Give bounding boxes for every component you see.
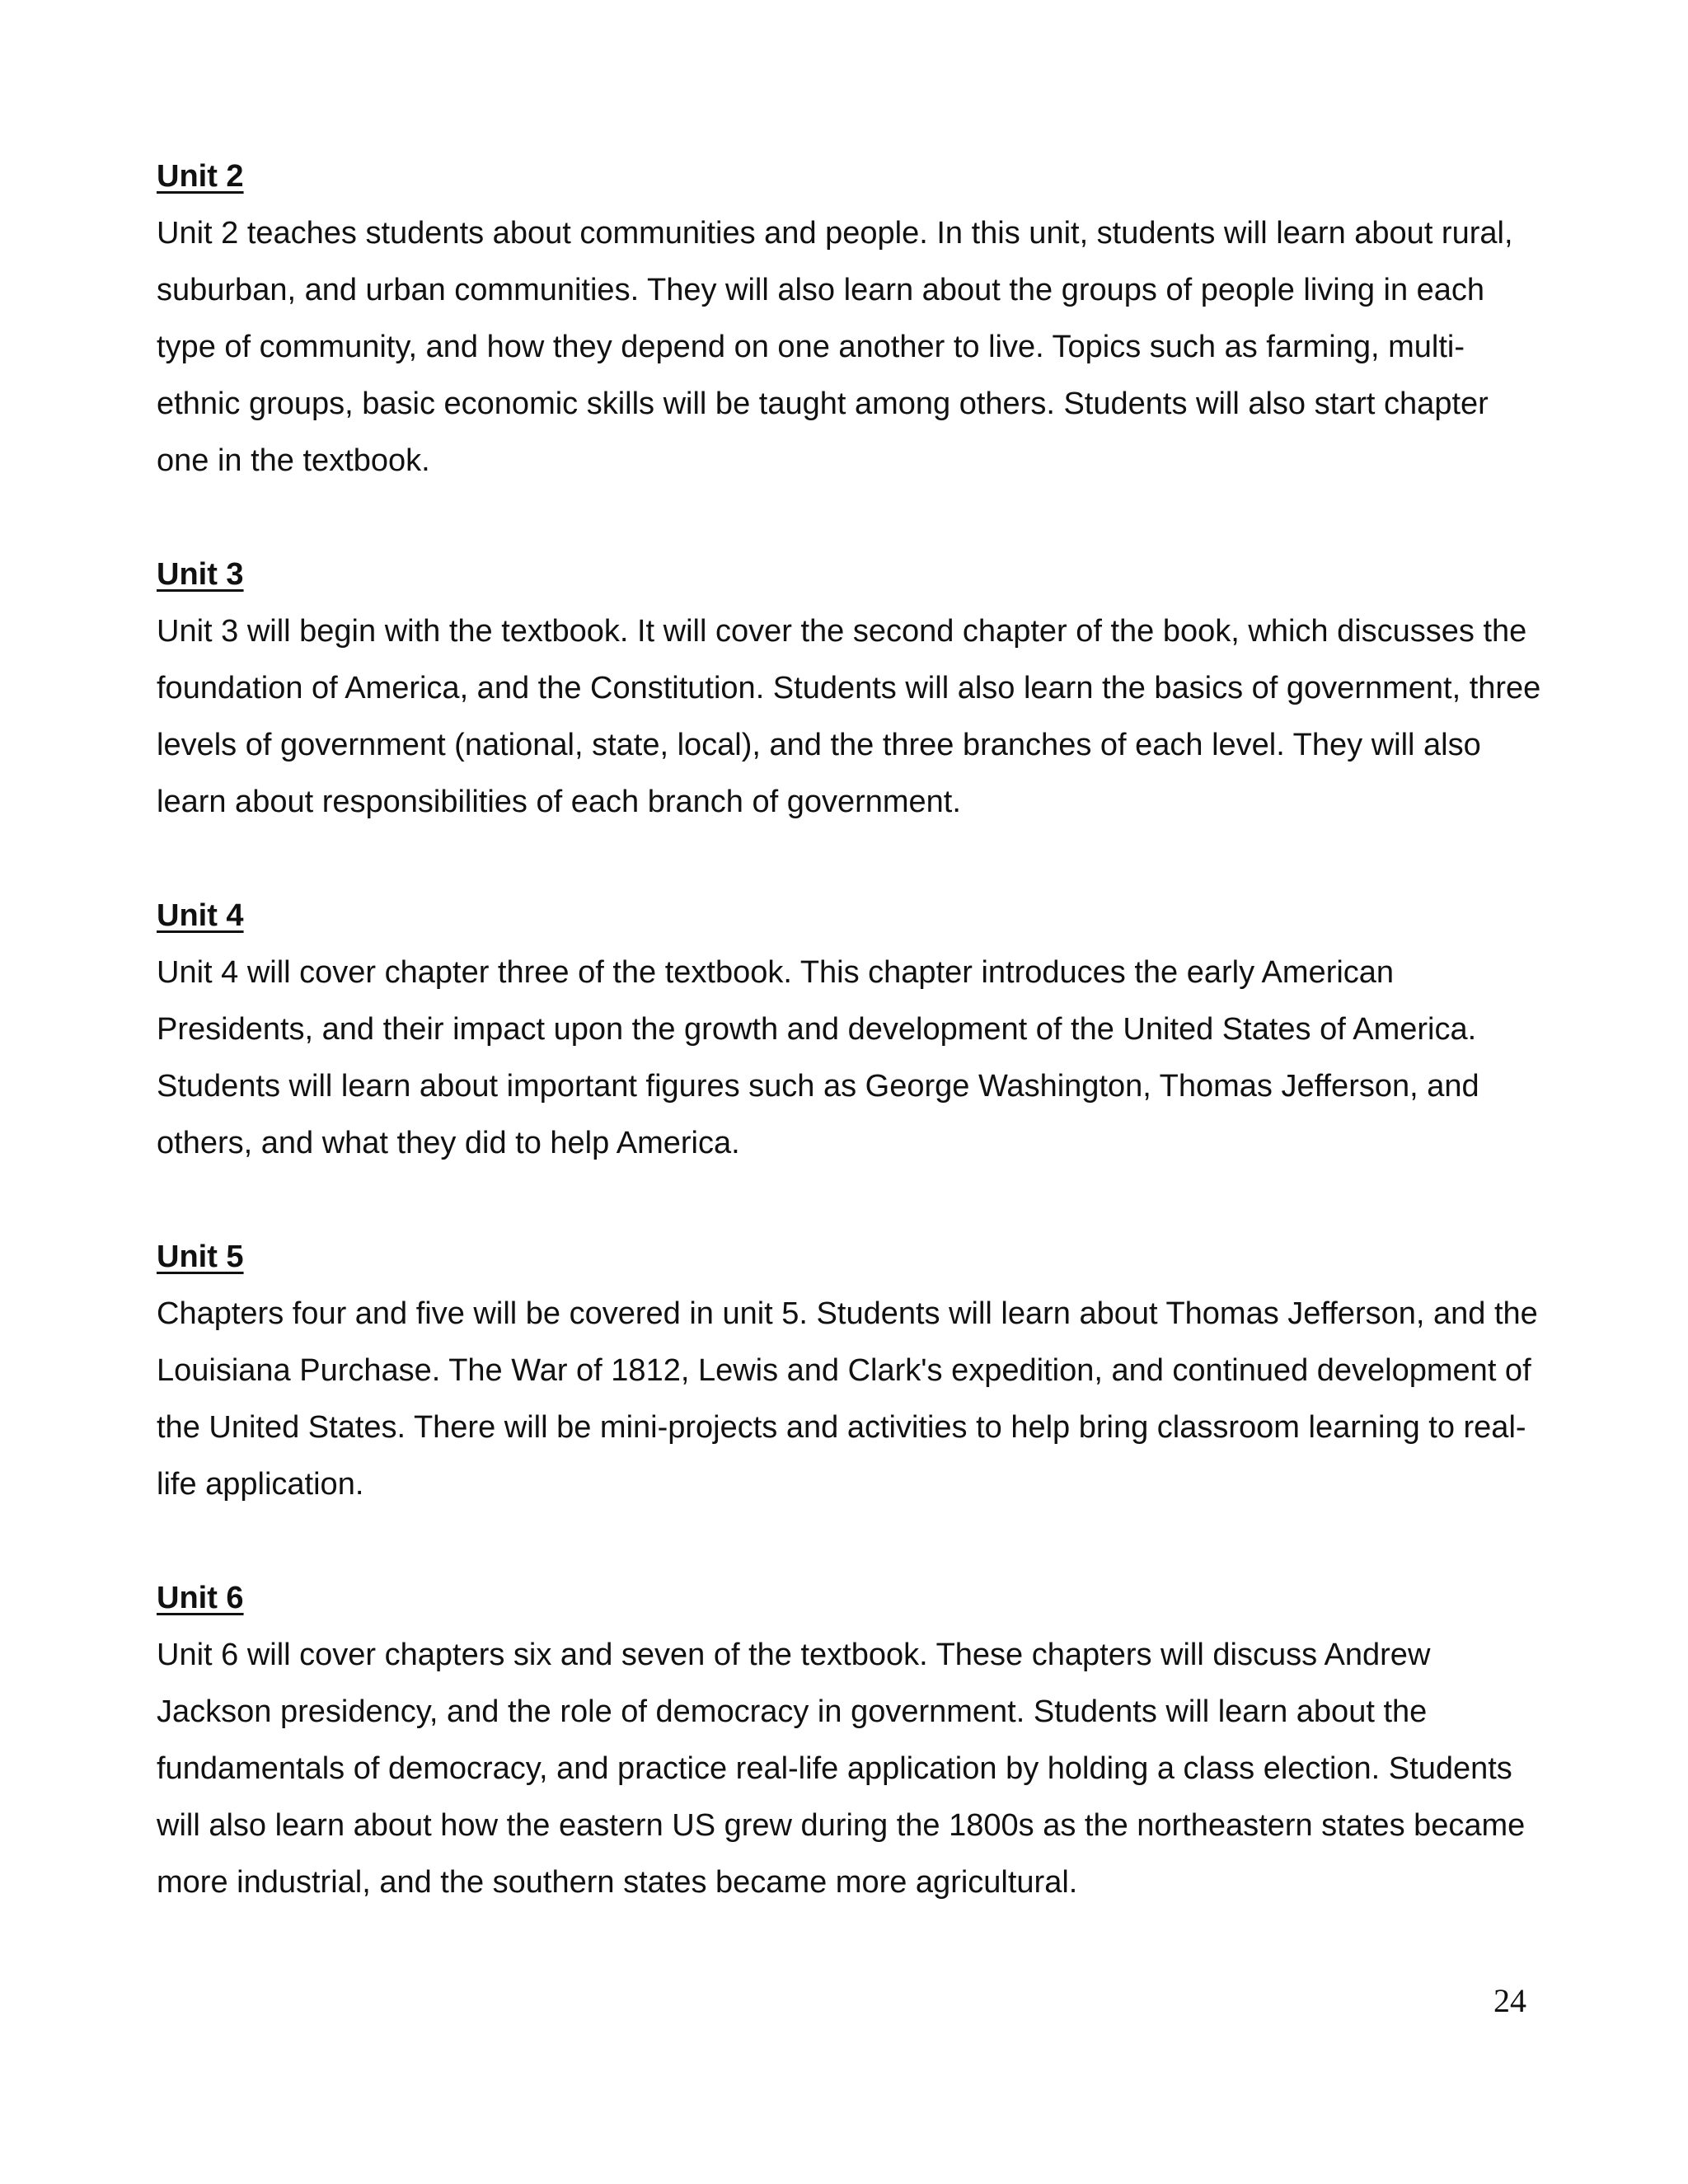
document-content (157, 148, 1541, 1968)
unit-section-3 (157, 546, 1541, 831)
unit-heading: Unit 3 (157, 557, 244, 592)
unit-section-5 (157, 1229, 1541, 1513)
unit-section-4 (157, 888, 1541, 1172)
unit-heading: Unit 6 (157, 1581, 244, 1615)
unit-description: Unit 4 will cover chapter three of the textbook. This chapter introduces the early American Presidents, and their impact upon the growth and development of the United States of America. Students will learn about important figures such as George Washington, Thomas Jefferson, and others, and what they did to help America. (157, 955, 1479, 1160)
unit-heading: Unit 5 (157, 1240, 244, 1274)
unit-section-6 (157, 1570, 1541, 1911)
unit-section-2 (157, 148, 1541, 490)
unit-description: Unit 3 will begin with the textbook. It will cover the second chapter of the book, which discusses the foundation of America, and the Constitution. Students will also learn the basics of government, three levels of government (national, state, local), and the three branches of each level. They will also learn about responsibilities of each branch of government. (157, 614, 1541, 819)
unit-description: Unit 2 teaches students about communities and people. In this unit, students will learn about rural, suburban, and urban communities. They will also learn about the groups of people living in each type of community, and how they depend on one another to live. Topics such as farming, multi-ethnic groups, basic economic skills will be taught among others. Students will also start chapter one in the textbook. (157, 216, 1513, 478)
unit-heading: Unit 4 (157, 898, 244, 933)
unit-description: Chapters four and five will be covered in unit 5. Students will learn about Thomas Jefferson, and the Louisiana Purchase. The War of 1812, Lewis and Clark's expedition, and continued development of the United States. There will be mini-projects and activities to help bring classroom learning to real-life application. (157, 1296, 1538, 1502)
unit-description: Unit 6 will cover chapters six and seven of the textbook. These chapters will discuss Andrew Jackson presidency, and the role of democracy in government. Students will learn about the fundamentals of democracy, and practice real-life application by holding a class election. Students will also learn about how the eastern US grew during the 1800s as the northeastern states became more industrial, and the southern states became more agricultural. (157, 1638, 1526, 1900)
page-number: 24 (1493, 1982, 1526, 2019)
unit-heading: Unit 2 (157, 159, 244, 194)
